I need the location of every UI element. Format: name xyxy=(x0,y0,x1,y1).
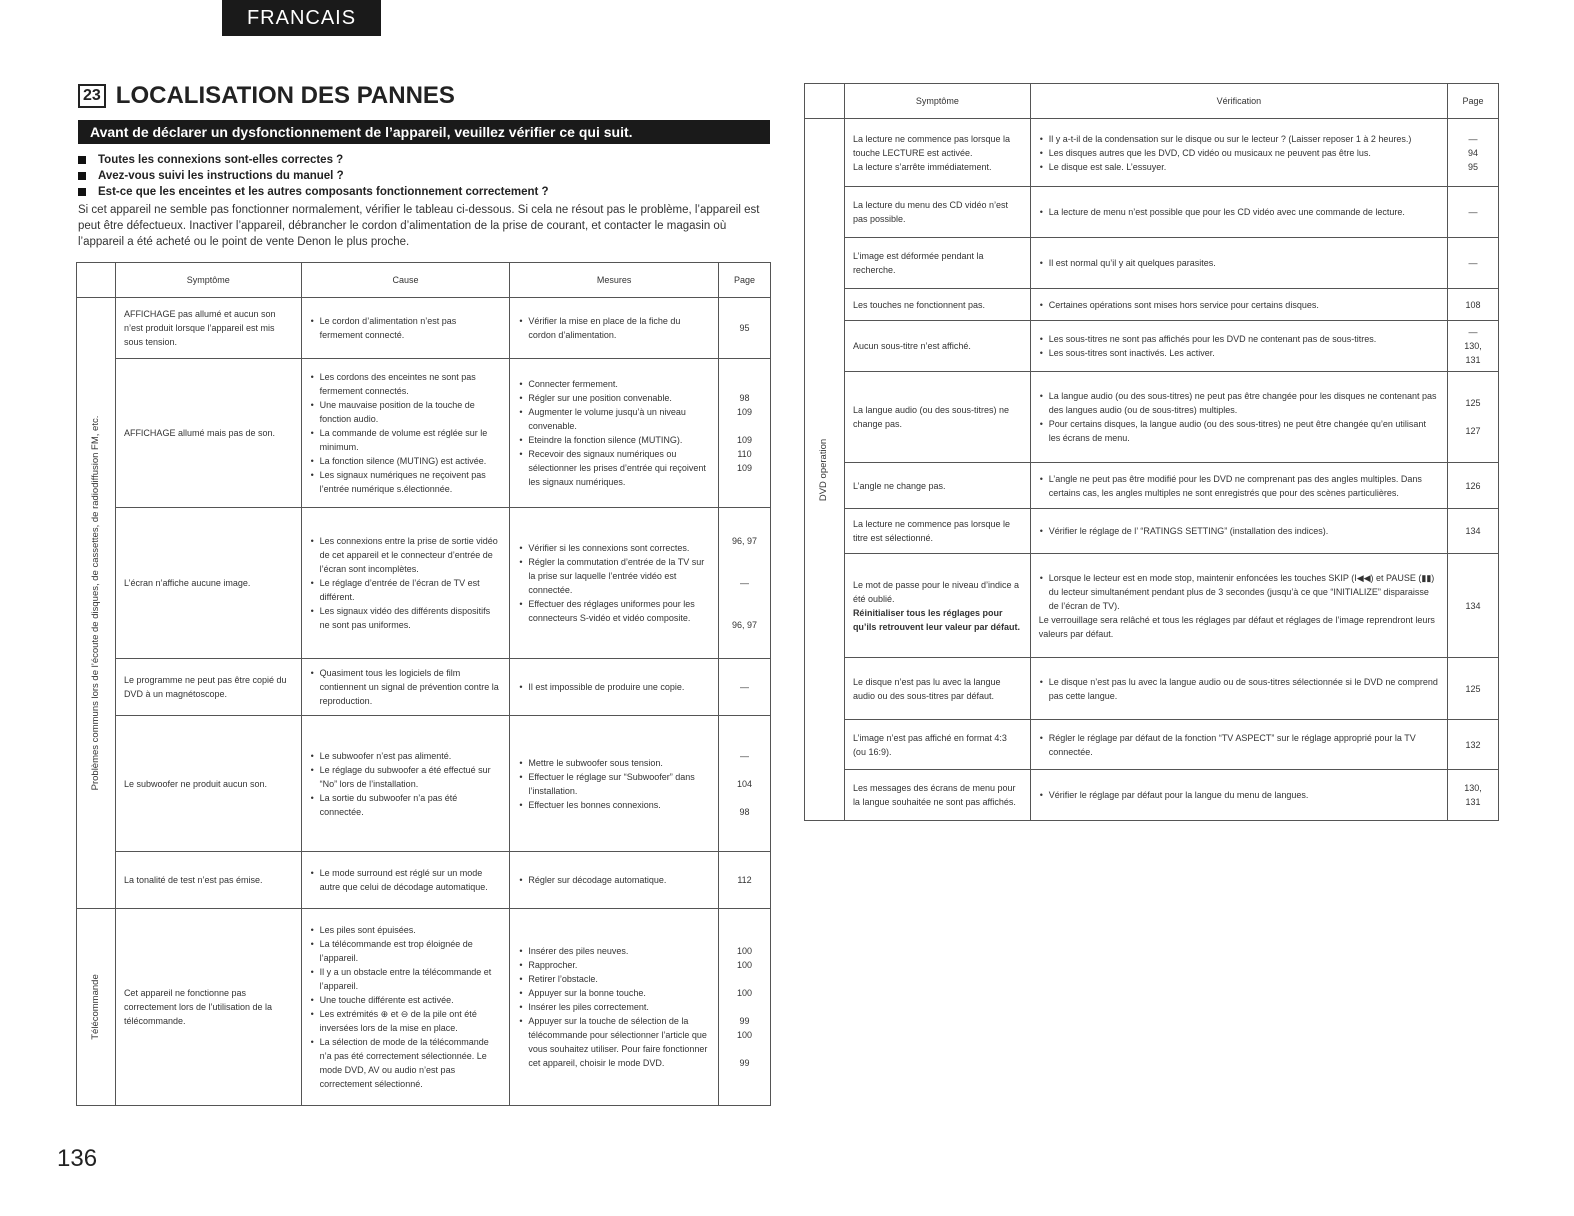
list-item: • Les piles sont épuisées. xyxy=(320,923,502,937)
symptom-line: La langue audio (ou des sous-titres) ne change pas. xyxy=(852,405,1010,429)
symptom-cell xyxy=(844,119,1030,187)
list-item: • Mettre le subwoofer sous tension. xyxy=(528,756,710,770)
cause-cell xyxy=(301,852,510,909)
bullet-list xyxy=(518,680,710,694)
check-item: Toutes les connexions sont-elles correctes ? xyxy=(78,152,772,168)
list-item: • Une mauvaise position de la touche de fonction audio. xyxy=(320,398,502,426)
category-remote xyxy=(77,909,116,1106)
verification-cell xyxy=(1030,658,1447,720)
page-refs xyxy=(727,749,762,819)
page-refs xyxy=(1456,599,1490,613)
page-cell xyxy=(719,359,771,508)
page-cell xyxy=(1448,372,1499,463)
symptom-cell xyxy=(844,238,1030,289)
table-row xyxy=(805,720,1499,770)
list-item: • Le réglage du subwoofer a été effectué sur “No” lors de l’installation. xyxy=(320,763,502,791)
symptom-line: La lecture s’arrête immédiatement. xyxy=(852,161,992,172)
page-ref: — xyxy=(1468,133,1478,144)
measures-cell xyxy=(510,659,719,716)
list-item: • Régler la commutation d’entrée de la TV sur la prise sur laquelle l’entrée vidéo est connectée. xyxy=(528,555,710,597)
page-ref: — xyxy=(1468,327,1478,337)
page-ref: 110 xyxy=(737,449,752,459)
symptom-cell xyxy=(844,554,1030,658)
page-ref: 126 xyxy=(1465,480,1481,491)
bullet-list xyxy=(518,873,710,887)
list-item: • Recevoir des signaux numériques ou sélectionner les prises d’entrée qui reçoivent les signaux numériques. xyxy=(528,447,710,489)
category-label: Problèmes communs lors de l’écoute de disques, de cassettes, de radiodiffusion FM, etc. xyxy=(89,415,101,791)
page-ref: 134 xyxy=(1465,600,1481,611)
list-item: • Le disque est sale. L’essuyer. xyxy=(1049,160,1439,174)
table-row xyxy=(805,509,1499,554)
page-refs xyxy=(1456,738,1490,752)
page-refs xyxy=(1456,325,1490,367)
page-refs xyxy=(727,321,762,335)
page-cell xyxy=(1448,770,1499,821)
list-item: • Le réglage d’entrée de l’écran de TV est différent. xyxy=(320,576,502,604)
page-refs xyxy=(1456,524,1490,538)
symptom-line: L’image est déformée pendant la recherche. xyxy=(852,251,984,275)
page-ref: 127 xyxy=(1465,426,1481,436)
verification-cell xyxy=(1030,238,1447,289)
list-item: • Connecter fermement. xyxy=(528,377,710,391)
symptom-cell: AFFICHAGE pas allumé et aucun son n’est produit lorsque l’appareil est mis sous tension. xyxy=(115,298,301,359)
bullet-list xyxy=(1039,132,1439,174)
verification-cell xyxy=(1030,509,1447,554)
list-item: • Appuyer sur la bonne touche. xyxy=(528,986,710,1000)
header-page: Page xyxy=(719,263,771,298)
verification-cell xyxy=(1030,554,1447,658)
list-item: • Vérifier le réglage de l’ “RATINGS SETTING” (installation des indices). xyxy=(1049,524,1439,538)
table-row xyxy=(77,508,771,659)
list-item: • Une touche différente est activée. xyxy=(320,993,502,1007)
list-item: • Les cordons des enceintes ne sont pas fermement connectés. xyxy=(320,370,502,398)
symptom-cell xyxy=(844,289,1030,321)
page-refs xyxy=(1456,256,1490,270)
symptom-line: Le mot de passe pour le niveau d’indice a été oublié. xyxy=(852,579,1020,604)
symptom-line: Les messages des écrans de menu pour la langue souhaitée ne sont pas affichés. xyxy=(852,783,1016,807)
cause-cell xyxy=(301,359,510,508)
page-ref: — xyxy=(1468,258,1478,268)
list-item: • Eteindre la fonction silence (MUTING). xyxy=(528,433,710,447)
header-page: Page xyxy=(1448,84,1499,119)
list-item: • Vérifier si les connexions sont correctes. xyxy=(528,541,710,555)
page-ref: 98 xyxy=(739,806,750,817)
list-item: • La lecture de menu n’est possible que pour les CD vidéo avec une commande de lecture. xyxy=(1049,205,1439,219)
symptom-cell xyxy=(844,720,1030,770)
header-symptom: Symptôme xyxy=(844,84,1030,119)
left-troubleshooting-table xyxy=(76,262,771,1106)
symptom-line: La lecture ne commence pas lorsque la touche LECTURE est activée. xyxy=(852,133,1011,158)
bullet-list xyxy=(1039,571,1439,613)
page-cell xyxy=(1448,509,1499,554)
page-refs xyxy=(1456,298,1490,312)
symptom-line: La lecture du menu des CD vidéo n’est pas possible. xyxy=(852,200,1009,224)
list-item: • Vérifier la mise en place de la fiche du cordon d’alimentation. xyxy=(528,314,710,342)
page-ref: 100 xyxy=(736,960,753,970)
bullet-list xyxy=(310,923,502,1091)
intro-paragraph: Si cet appareil ne semble pas fonctionner normalement, vérifier le tableau ci-dessous. Si cela ne résout pas le problème, l’appareil est peut être défectueux. Inactiver l’appareil, débrancher le cordon d’alimentation de la prise de courant, et contacter le magasin où l’appareil a été acheté ou le point de vente Denon le plus proche. xyxy=(78,204,760,248)
list-item: • Pour certains disques, la langue audio (ou des sous-titres) ne peut être changée qu’en utilisant les écrans de menu. xyxy=(1049,417,1439,445)
list-item: • La langue audio (ou des sous-titres) ne peut pas être changée pour les disques ne contenant pas des langues audio (ou de sous-titres) multiples. xyxy=(1049,389,1439,417)
symptom-cell: Cet appareil ne fonctionne pas correctement lors de l’utilisation de la télécommande. xyxy=(115,909,301,1106)
list-item: • Le subwoofer n’est pas alimenté. xyxy=(320,749,502,763)
right-troubleshooting-table xyxy=(804,83,1499,821)
page-ref: 125 xyxy=(1465,398,1481,408)
bullet-list xyxy=(310,534,502,632)
symptom-cell: Le programme ne peut pas être copié du DVD à un magnétoscope. xyxy=(115,659,301,716)
bullet-list xyxy=(1039,731,1439,759)
page-cell xyxy=(1448,658,1499,720)
table-row xyxy=(805,554,1499,658)
page-ref: 109 xyxy=(736,435,753,445)
list-item: • Le cordon d’alimentation n’est pas fermement connecté. xyxy=(320,314,502,342)
symptom-line: L’image n’est pas affiché en format 4:3 (ou 16:9). xyxy=(852,732,1007,757)
page-cell xyxy=(719,716,771,852)
category-label: Télécommande xyxy=(89,974,101,1040)
bullet-list xyxy=(1039,675,1439,703)
table-row xyxy=(805,463,1499,509)
symptom-cell xyxy=(844,372,1030,463)
symptom-bold: Réinitialiser tous les réglages pour qu’ils retrouvent leur valeur par défaut. xyxy=(852,607,1020,632)
list-item: • Les signaux numériques ne reçoivent pas l’entrée numérique s.électionnée. xyxy=(320,468,502,496)
section-title: LOCALISATION DES PANNES xyxy=(115,82,455,109)
list-item: • Régler sur une position convenable. xyxy=(528,391,710,405)
page-ref: 95 xyxy=(739,323,750,333)
bullet-list xyxy=(310,370,502,496)
list-item: • Lorsque le lecteur est en mode stop, maintenir enfoncées les touches SKIP (I◀◀) et PAUSE (▮▮) du lecteur simultanément pendant plus de 3 secondes (jusqu’à ce que “INITIALIZE” disparaisse de l’écran de TV). xyxy=(1049,571,1439,613)
page-refs xyxy=(727,944,762,1070)
page-ref: — xyxy=(740,750,749,761)
table-row xyxy=(805,289,1499,321)
category-dvd xyxy=(805,119,845,821)
list-item: • Les sous-titres ne sont pas affichés pour les DVD ne contenant pas de sous-titres. xyxy=(1049,332,1439,346)
page-cell xyxy=(1448,238,1499,289)
page-cell xyxy=(1448,720,1499,770)
verification-cell xyxy=(1030,321,1447,372)
page-cell xyxy=(719,852,771,909)
check-item: Est-ce que les enceintes et les autres composants fonctionnement correctement ? xyxy=(78,184,772,200)
page-ref: 125 xyxy=(1465,683,1481,694)
page-refs xyxy=(727,391,762,475)
list-item: • Appuyer sur la touche de sélection de la télécommande pour sélectionner l’article que vous souhaitez utiliser. Pour faire fonctionner cet appareil, choisir le mode DVD. xyxy=(528,1014,710,1070)
cause-cell xyxy=(301,716,510,852)
list-item: • Les disques autres que les DVD, CD vidéo ou musicaux ne peuvent pas être lus. xyxy=(1049,146,1439,160)
bullet-list xyxy=(310,749,502,819)
list-item: • Il est impossible de produire une copie. xyxy=(528,680,710,694)
page-cell xyxy=(719,659,771,716)
page-ref: 130, 131 xyxy=(1464,783,1482,807)
measures-cell xyxy=(510,909,719,1106)
list-item: • Retirer l’obstacle. xyxy=(528,972,710,986)
page-refs xyxy=(1456,682,1490,696)
verification-cell xyxy=(1030,770,1447,821)
page-cell xyxy=(719,298,771,359)
page-cell xyxy=(1448,289,1499,321)
bullet-list xyxy=(1039,389,1439,445)
list-item: • La télécommande est trop éloignée de l’appareil. xyxy=(320,937,502,965)
banner: Avant de déclarer un dysfonctionnement de l’appareil, veuillez vérifier ce qui suit. xyxy=(78,120,770,144)
page-cell xyxy=(1448,554,1499,658)
table-row xyxy=(77,716,771,852)
page-cell xyxy=(1448,187,1499,238)
list-item: • Régler sur décodage automatique. xyxy=(528,873,710,887)
list-item: • Effectuer le réglage sur “Subwoofer” dans l’installation. xyxy=(528,770,710,798)
language-tab: FRANCAIS xyxy=(222,0,381,36)
list-item: • La sortie du subwoofer n’a pas été connectée. xyxy=(320,791,502,819)
bullet-list xyxy=(518,541,710,625)
page-ref: 100 xyxy=(736,988,753,998)
page-ref: 96, 97 xyxy=(731,536,758,546)
verification-note: Le verrouillage sera relâché et tous les réglages par défaut et réglages de l’image reprendront leurs valeurs par défaut. xyxy=(1038,614,1435,639)
symptom-cell xyxy=(844,463,1030,509)
page-ref: 100 xyxy=(736,1030,753,1040)
page-ref: 98 xyxy=(739,393,750,403)
bullet-list xyxy=(310,314,502,342)
page-ref: 94 xyxy=(1467,147,1478,158)
page-refs xyxy=(727,873,762,887)
symptom-cell: La tonalité de test n’est pas émise. xyxy=(115,852,301,909)
measures-cell xyxy=(510,359,719,508)
page-ref: 109 xyxy=(736,407,753,417)
bullet-list xyxy=(518,314,710,342)
cause-cell xyxy=(301,909,510,1106)
table-row xyxy=(805,658,1499,720)
page-ref: 95 xyxy=(1467,161,1478,172)
page-cell xyxy=(719,508,771,659)
list-item: • La fonction silence (MUTING) est activée. xyxy=(320,454,502,468)
symptom-line: L’angle ne change pas. xyxy=(852,480,946,491)
symptom-cell xyxy=(844,658,1030,720)
header-verification: Vérification xyxy=(1030,84,1447,119)
symptom-line: La lecture ne commence pas lorsque le titre est sélectionné. xyxy=(852,519,1011,543)
bullet-list xyxy=(518,756,710,812)
verification-cell xyxy=(1030,720,1447,770)
header-symptom: Symptôme xyxy=(115,263,301,298)
symptom-cell: AFFICHAGE allumé mais pas de son. xyxy=(115,359,301,508)
bullet-list xyxy=(1039,472,1439,500)
list-item: • Effectuer les bonnes connexions. xyxy=(528,798,710,812)
symptom-cell xyxy=(844,770,1030,821)
page-ref: 130, 131 xyxy=(1464,341,1482,365)
symptom-cell xyxy=(844,509,1030,554)
header-blank xyxy=(805,84,845,119)
verification-cell xyxy=(1030,119,1447,187)
list-item: • Rapprocher. xyxy=(528,958,710,972)
category-common xyxy=(77,298,116,909)
list-item: • Effectuer des réglages uniformes pour les connecteurs S-vidéo et vidéo composite. xyxy=(528,597,710,625)
table-row xyxy=(77,852,771,909)
cause-cell xyxy=(301,298,510,359)
list-item: • Il y a-t-il de la condensation sur le disque ou sur le lecteur ? (Laisser reposer 1 à 2 heures.) xyxy=(1049,132,1439,146)
list-item: • Certaines opérations sont mises hors service pour certains disques. xyxy=(1049,298,1439,312)
page-ref: — xyxy=(1468,207,1478,217)
symptom-line: Le disque n’est pas lu avec la langue audio ou des sous-titres par défaut. xyxy=(852,676,1001,701)
table-row xyxy=(805,238,1499,289)
list-item: • Quasiment tous les logiciels de film contiennent un signal de prévention contre la reproduction. xyxy=(320,666,502,708)
verification-cell xyxy=(1030,289,1447,321)
bullet-list xyxy=(310,666,502,708)
list-item: • Il est normal qu’il y ait quelques parasites. xyxy=(1049,256,1439,270)
page-cell xyxy=(1448,119,1499,187)
page-ref: 134 xyxy=(1465,526,1481,536)
section-number: 23 xyxy=(78,84,106,108)
table-row xyxy=(77,359,771,508)
list-item: • Les sous-titres sont inactivés. Les activer. xyxy=(1049,346,1439,360)
list-item: • Insérer des piles neuves. xyxy=(528,944,710,958)
page-ref: 132 xyxy=(1465,739,1481,750)
header-measures: Mesures xyxy=(510,263,719,298)
verification-cell xyxy=(1030,187,1447,238)
table-row xyxy=(805,321,1499,372)
bullet-list xyxy=(1039,298,1439,312)
measures-cell xyxy=(510,298,719,359)
header-blank xyxy=(77,263,116,298)
table-row xyxy=(77,298,771,359)
page-cell xyxy=(719,909,771,1106)
bullet-list xyxy=(1039,332,1439,360)
page-ref: 112 xyxy=(737,875,752,885)
page-refs xyxy=(1456,479,1490,493)
bullet-list xyxy=(518,944,710,1070)
page-ref: 100 xyxy=(736,946,753,956)
table-row xyxy=(77,909,771,1106)
list-item: • Insérer les piles correctement. xyxy=(528,1000,710,1014)
page-cell xyxy=(1448,463,1499,509)
symptom-line: Aucun sous-titre n’est affiché. xyxy=(852,341,971,351)
symptom-cell xyxy=(844,321,1030,372)
list-item: • La sélection de mode de la télécommande n’a pas été correctement sélectionnée. Le mode DVD, AV ou audio n’est pas correctement sélectionné. xyxy=(320,1035,502,1091)
page-ref: 99 xyxy=(739,1058,750,1068)
bullet-list xyxy=(310,866,502,894)
page-refs xyxy=(1456,132,1490,174)
bullet-list xyxy=(1039,524,1439,538)
page-ref: — xyxy=(740,682,749,692)
page-ref: — xyxy=(740,578,749,588)
page-ref: 108 xyxy=(1465,299,1481,310)
list-item: • Le mode surround est réglé sur un mode autre que celui de décodage automatique. xyxy=(320,866,502,894)
symptom-cell: L’écran n’affiche aucune image. xyxy=(115,508,301,659)
verification-cell xyxy=(1030,463,1447,509)
list-item: • Il y a un obstacle entre la télécommande et l’appareil. xyxy=(320,965,502,993)
symptom-line: Les touches ne fonctionnent pas. xyxy=(852,299,986,310)
table-row xyxy=(805,770,1499,821)
page-ref: 104 xyxy=(736,778,753,789)
page-ref: 109 xyxy=(736,463,753,473)
table-row xyxy=(805,187,1499,238)
page-refs xyxy=(1456,396,1490,438)
bullet-list xyxy=(1039,788,1439,802)
page-refs xyxy=(1456,205,1490,219)
page-cell xyxy=(1448,321,1499,372)
check-item: Avez-vous suivi les instructions du manuel ? xyxy=(78,168,772,184)
page-number: 136 xyxy=(57,1145,98,1172)
bullet-list xyxy=(518,377,710,489)
list-item: • Les signaux vidéo des différents dispositifs ne sont pas uniformes. xyxy=(320,604,502,632)
list-item: • Les extrémités ⊕ et ⊖ de la pile ont été inversées lors de la mise en place. xyxy=(320,1007,502,1035)
checklist xyxy=(78,152,772,250)
list-item: • Vérifier le réglage par défaut pour la langue du menu de langues. xyxy=(1049,788,1439,802)
bullet-list xyxy=(1039,205,1439,219)
list-item: • Augmenter le volume jusqu’à un niveau convenable. xyxy=(528,405,710,433)
measures-cell xyxy=(510,508,719,659)
table-row xyxy=(805,372,1499,463)
page-ref: 96, 97 xyxy=(731,620,758,630)
page-refs xyxy=(1456,781,1490,809)
header-cause: Cause xyxy=(301,263,510,298)
list-item: • La commande de volume est réglée sur le minimum. xyxy=(320,426,502,454)
list-item: • Les connexions entre la prise de sortie vidéo de cet appareil et le connecteur d’entrée de l’écran sont incomplètes. xyxy=(320,534,502,576)
cause-cell xyxy=(301,659,510,716)
list-item: • Régler le réglage par défaut de la fonction “TV ASPECT” sur le réglage approprié pour la TV connectée. xyxy=(1049,731,1439,759)
symptom-cell xyxy=(844,187,1030,238)
category-label: DVD operation xyxy=(818,438,830,501)
cause-cell xyxy=(301,508,510,659)
page-title xyxy=(78,82,455,110)
table-row xyxy=(77,659,771,716)
page-refs xyxy=(727,534,762,632)
bullet-list xyxy=(1039,256,1439,270)
symptom-cell: Le subwoofer ne produit aucun son. xyxy=(115,716,301,852)
measures-cell xyxy=(510,852,719,909)
verification-cell xyxy=(1030,372,1447,463)
page-refs xyxy=(727,680,762,694)
page-ref: 99 xyxy=(739,1016,750,1026)
measures-cell xyxy=(510,716,719,852)
list-item: • L’angle ne peut pas être modifié pour les DVD ne comprenant pas des angles multiples. Dans certains cas, les angles multiples ne sont enregistrés que pour des scènes particulières. xyxy=(1049,472,1439,500)
list-item: • Le disque n’est pas lu avec la langue audio ou de sous-titres sélectionnée si le DVD ne comprend pas cette langue. xyxy=(1049,675,1439,703)
table-row xyxy=(805,119,1499,187)
